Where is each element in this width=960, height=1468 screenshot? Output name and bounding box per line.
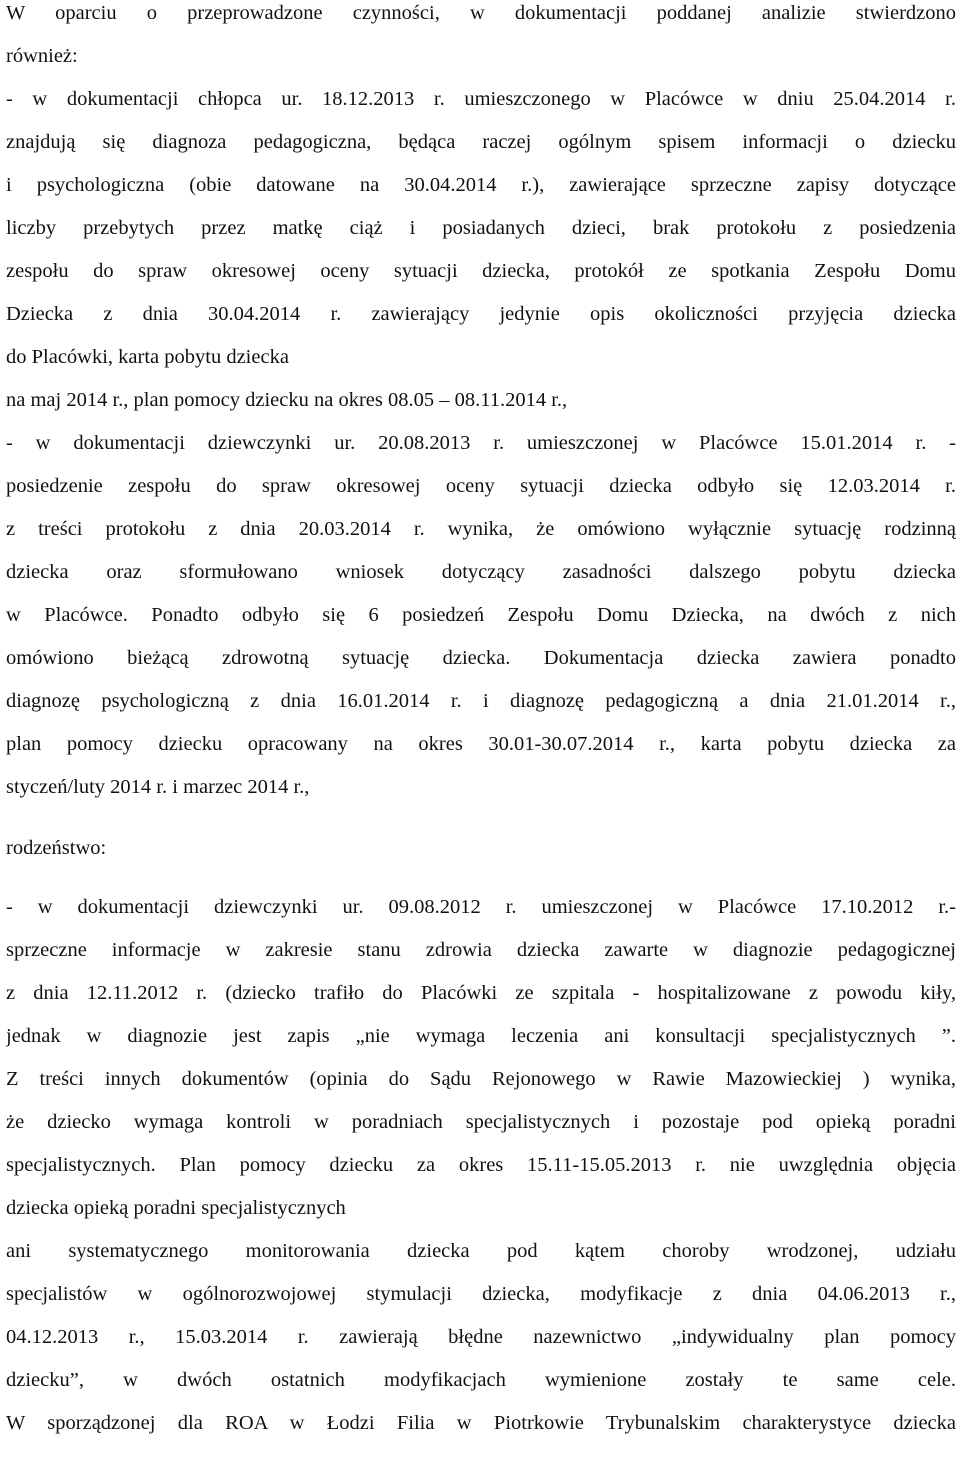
section-label-rodzenstwo: rodzeństwo: <box>6 837 107 859</box>
text-line-23: z dnia 12.11.2012 r. (dziecko trafiło do Placówki ze szpitala - hospitalizowane z powodu kiły, <box>6 982 956 1004</box>
text-line-27: specjalistycznych. Plan pomocy dziecku za okres 15.11-15.05.2013 r. nie uwzględnia objęcia <box>6 1154 956 1176</box>
text-line-8: Dziecka z dnia 30.04.2014 r. zawierający jedynie opis okoliczności przyjęcia dziecka <box>6 303 956 325</box>
text-line-3: - w dokumentacji chłopca ur. 18.12.2013 r. umieszczonego w Placówce w dniu 25.04.2014 r. <box>6 88 956 110</box>
text-line-6: liczby przebytych przez matkę ciąż i posiadanych dzieci, brak protokołu z posiedzenia <box>6 217 956 239</box>
text-line-22: sprzeczne informacje w zakresie stanu zdrowia dziecka zawarte w diagnozie pedagogicznej <box>6 939 956 961</box>
text-line-4: znajdują się diagnoza pedagogiczna, będąca raczej ogólnym spisem informacji o dziecku <box>6 131 956 153</box>
text-line-21: - w dokumentacji dziewczynki ur. 09.08.2012 r. umieszczonej w Placówce 17.10.2012 r.- <box>6 896 956 918</box>
text-line-29: ani systematycznego monitorowania dziecka pod kątem choroby wrodzonej, udziału <box>6 1240 956 1262</box>
text-line-15: w Placówce. Ponadto odbyło się 6 posiedzeń Zespołu Domu Dziecka, na dwóch z nich <box>6 604 956 626</box>
text-line-14: dziecka oraz sformułowano wniosek dotyczący zasadności dalszego pobytu dziecka <box>6 561 956 583</box>
text-line-5: i psychologiczna (obie datowane na 30.04.2014 r.), zawierające sprzeczne zapisy dotyczące <box>6 174 956 196</box>
text-line-24: jednak w diagnozie jest zapis „nie wymaga leczenia ani konsultacji specjalistycznych ”. <box>6 1025 956 1047</box>
text-line-18: plan pomocy dziecku opracowany na okres 30.01-30.07.2014 r., karta pobytu dziecka za <box>6 733 956 755</box>
text-line-19: styczeń/luty 2014 r. i marzec 2014 r., <box>6 776 310 798</box>
text-line-17: diagnozę psychologiczną z dnia 16.01.2014 r. i diagnozę pedagogiczną a dnia 21.01.2014 r., <box>6 690 956 712</box>
text-line-31: 04.12.2013 r., 15.03.2014 r. zawierają błędne nazewnictwo „indywidualny plan pomocy <box>6 1326 956 1348</box>
text-line-33: W sporządzonej dla ROA w Łodzi Filia w Piotrkowie Trybunalskim charakterystyce dziecka <box>6 1412 956 1434</box>
text-line-2: również: <box>6 45 78 67</box>
text-line-28: dziecka opieką poradni specjalistycznych <box>6 1197 346 1219</box>
text-line-11: - w dokumentacji dziewczynki ur. 20.08.2013 r. umieszczonej w Placówce 15.01.2014 r. - <box>6 432 956 454</box>
text-line-9: do Placówki, karta pobytu dziecka <box>6 346 289 368</box>
text-line-12: posiedzenie zespołu do spraw okresowej oceny sytuacji dziecka odbyło się 12.03.2014 r. <box>6 475 956 497</box>
text-line-32: dziecku”, w dwóch ostatnich modyfikacjach wymienione zostały te same cele. <box>6 1369 956 1391</box>
text-line-7: zespołu do spraw okresowej oceny sytuacji dziecka, protokół ze spotkania Zespołu Domu <box>6 260 956 282</box>
text-line-30: specjalistów w ogólnorozwojowej stymulacji dziecka, modyfikacje z dnia 04.06.2013 r., <box>6 1283 956 1305</box>
text-line-26: że dziecko wymaga kontroli w poradniach specjalistycznych i pozostaje pod opieką poradni <box>6 1111 956 1133</box>
text-line-16: omówiono bieżącą zdrowotną sytuację dziecka. Dokumentacja dziecka zawiera ponadto <box>6 647 956 669</box>
text-line-25: Z treści innych dokumentów (opinia do Sądu Rejonowego w Rawie Mazowieckiej ) wynika, <box>6 1068 956 1090</box>
text-line-13: z treści protokołu z dnia 20.03.2014 r. wynika, że omówiono wyłącznie sytuację rodzinną <box>6 518 956 540</box>
text-line-1: W oparciu o przeprowadzone czynności, w dokumentacji poddanej analizie stwierdzono <box>6 2 956 24</box>
text-line-10: na maj 2014 r., plan pomocy dziecku na okres 08.05 – 08.11.2014 r., <box>6 389 568 411</box>
